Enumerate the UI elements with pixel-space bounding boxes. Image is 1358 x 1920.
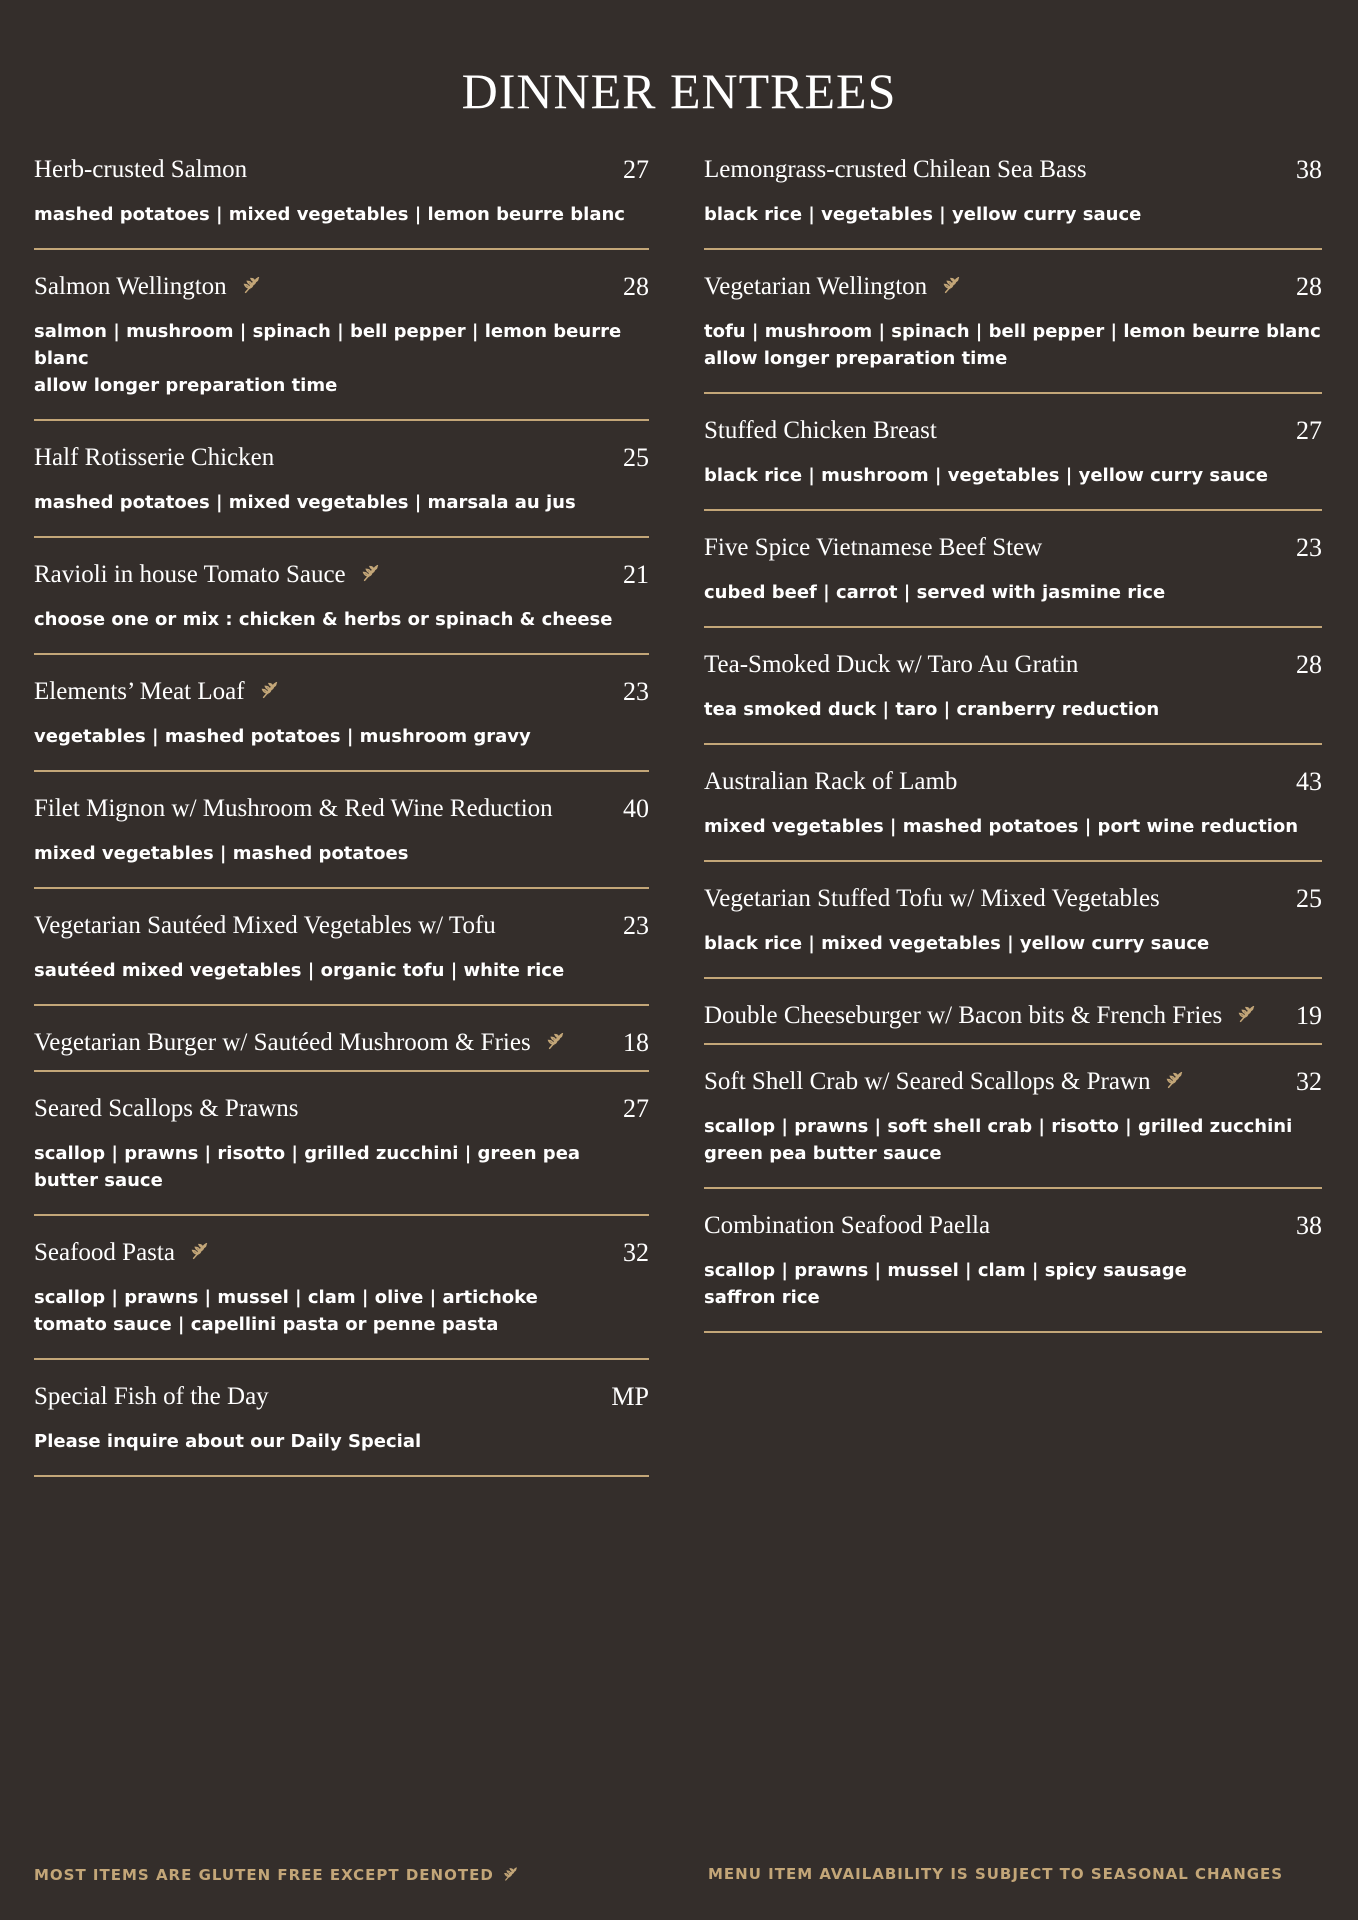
menu-item-description xyxy=(34,840,649,867)
menu-item-name-text: Soft Shell Crab w/ Seared Scallops & Prawn xyxy=(704,1068,1151,1095)
menu-item xyxy=(34,1228,649,1360)
wheat-icon xyxy=(1164,1069,1186,1091)
menu-item-name-text: Seared Scallops & Prawns xyxy=(34,1095,299,1122)
wheat-icon xyxy=(241,274,263,296)
menu-item-description-line: mixed vegetables | mashed potatoes xyxy=(34,843,409,864)
menu-item-description xyxy=(704,318,1322,372)
wheat-icon xyxy=(259,679,281,701)
menu-item-name xyxy=(704,650,1078,680)
gluten-free-note xyxy=(34,1865,520,1884)
menu-item xyxy=(34,901,649,1006)
right-menu-column xyxy=(704,145,1322,1345)
menu-item-name-text: Herb-crusted Salmon xyxy=(34,156,248,183)
menu-item-price: 38 xyxy=(1296,1211,1322,1240)
menu-item xyxy=(34,1372,649,1477)
menu-item-description-line: black rice | vegetables | yellow curry sauce xyxy=(704,204,1142,225)
menu-item xyxy=(34,1018,649,1072)
menu-item-price: 32 xyxy=(1296,1067,1322,1096)
menu-item-description xyxy=(34,489,649,516)
menu-item-description-line: saffron rice xyxy=(704,1287,820,1308)
menu-item-header xyxy=(34,1094,649,1124)
menu-item-header xyxy=(34,677,649,707)
menu-item-name xyxy=(704,155,1087,185)
menu-item-description xyxy=(34,1140,649,1194)
menu-item-price: 18 xyxy=(623,1028,649,1057)
menu-item-name-text: Vegetarian Stuffed Tofu w/ Mixed Vegetables xyxy=(704,885,1160,912)
menu-item-name-text: Lemongrass-crusted Chilean Sea Bass xyxy=(704,156,1087,183)
menu-item-header xyxy=(34,560,649,590)
menu-item-header xyxy=(704,1001,1322,1031)
menu-item-description xyxy=(704,201,1322,228)
menu-item-description-line: mashed potatoes | mixed vegetables | lemon beurre blanc xyxy=(34,204,625,225)
menu-item-price: MP xyxy=(611,1382,649,1411)
menu-item-price: 38 xyxy=(1296,155,1322,184)
menu-item-description xyxy=(704,462,1322,489)
menu-item-description-line: allow longer preparation time xyxy=(704,348,1008,369)
page-title: DINNER ENTREES xyxy=(461,63,897,119)
menu-item-description-line: salmon | mushroom | spinach | bell pepper | lemon beurre blanc xyxy=(34,321,622,369)
menu-item-name-text: Double Cheeseburger w/ Bacon bits & French Fries xyxy=(704,1002,1223,1029)
menu-item-description-line: black rice | mushroom | vegetables | yellow curry sauce xyxy=(704,465,1268,486)
menu-item-header xyxy=(34,272,649,302)
menu-item-price: 23 xyxy=(1296,533,1322,562)
menu-item-price: 28 xyxy=(1296,650,1322,679)
menu-item-name xyxy=(34,1382,269,1412)
menu-item-name xyxy=(34,155,247,185)
menu-item-description-line: vegetables | mashed potatoes | mushroom gravy xyxy=(34,726,531,747)
menu-item-price: 43 xyxy=(1296,767,1322,796)
menu-item-price: 28 xyxy=(1296,272,1322,301)
menu-item-description xyxy=(34,723,649,750)
menu-item-name xyxy=(34,272,263,302)
menu-item-price: 40 xyxy=(623,794,649,823)
menu-item xyxy=(34,1084,649,1216)
menu-item-name xyxy=(34,1238,211,1268)
menu-item-name xyxy=(34,911,496,941)
menu-item xyxy=(704,145,1322,250)
menu-item-name-text: Half Rotisserie Chicken xyxy=(34,444,275,471)
menu-item-price: 23 xyxy=(623,911,649,940)
menu-item-description-line: black rice | mixed vegetables | yellow curry sauce xyxy=(704,933,1210,954)
menu-item-price: 25 xyxy=(623,443,649,472)
menu-item xyxy=(704,757,1322,862)
menu-item-description xyxy=(704,1113,1322,1167)
menu-item-name-text: Combination Seafood Paella xyxy=(704,1212,991,1239)
menu-item-price: 27 xyxy=(1296,416,1322,445)
menu-item-price: 28 xyxy=(623,272,649,301)
menu-item-header xyxy=(34,1238,649,1268)
menu-item-header xyxy=(704,650,1322,680)
wheat-icon xyxy=(502,1865,520,1883)
menu-item-price: 27 xyxy=(623,1094,649,1123)
menu-item-name xyxy=(704,767,957,797)
menu-item-description xyxy=(34,1284,649,1338)
menu-item-header xyxy=(34,794,649,824)
menu-item-description xyxy=(34,318,649,399)
menu-item-description-line: tofu | mushroom | spinach | bell pepper | lemon beurre blanc xyxy=(704,321,1321,342)
menu-item xyxy=(704,1201,1322,1333)
menu-item-description-line: mashed potatoes | mixed vegetables | marsala au jus xyxy=(34,492,576,513)
menu-item xyxy=(34,262,649,421)
wheat-icon xyxy=(1236,1003,1258,1025)
menu-item-name xyxy=(704,416,937,446)
menu-item-name-text: Vegetarian Sautéed Mixed Vegetables w/ Tofu xyxy=(34,912,496,939)
wheat-icon xyxy=(941,274,963,296)
menu-item-name-text: Filet Mignon w/ Mushroom & Red Wine Reduction xyxy=(34,795,553,822)
menu-item-header xyxy=(704,416,1322,446)
menu-item-description xyxy=(704,813,1322,840)
menu-item-header xyxy=(704,1211,1322,1241)
menu-item-header xyxy=(34,1028,649,1058)
menu-item-name xyxy=(34,443,274,473)
menu-item-name-text: Tea-Smoked Duck w/ Taro Au Gratin xyxy=(704,651,1079,678)
wheat-icon xyxy=(360,562,382,584)
menu-item-header xyxy=(34,443,649,473)
menu-item xyxy=(34,550,649,655)
menu-item-header xyxy=(34,1382,649,1412)
menu-item xyxy=(704,640,1322,745)
menu-item-description-line: allow longer preparation time xyxy=(34,375,338,396)
menu-item-price: 21 xyxy=(623,560,649,589)
wheat-icon xyxy=(545,1030,567,1052)
menu-item-header xyxy=(704,272,1322,302)
menu-item xyxy=(704,1057,1322,1189)
menu-item-header xyxy=(704,1067,1322,1097)
menu-item-name xyxy=(704,884,1160,914)
menu-item-header xyxy=(34,911,649,941)
menu-item-name xyxy=(704,1211,990,1241)
menu-item-description xyxy=(34,606,649,633)
menu-item xyxy=(704,262,1322,394)
menu-item-price: 32 xyxy=(623,1238,649,1267)
menu-item-description xyxy=(34,957,649,984)
menu-item-header xyxy=(34,155,649,185)
menu-item-name xyxy=(704,272,963,302)
menu-item-description-line: tea smoked duck | taro | cranberry reduction xyxy=(704,699,1160,720)
menu-item-description-line: scallop | prawns | risotto | grilled zucchini | green pea butter sauce xyxy=(34,1143,581,1191)
menu-item-description-line: choose one or mix : chicken & herbs or spinach & cheese xyxy=(34,609,613,630)
menu-item-description-line: scallop | prawns | mussel | clam | olive | artichoke xyxy=(34,1287,538,1308)
menu-item-name-text: Special Fish of the Day xyxy=(34,1383,269,1410)
menu-item-description xyxy=(34,1428,649,1455)
menu-item-description xyxy=(704,696,1322,723)
menu-item-price: 19 xyxy=(1296,1001,1322,1030)
menu-item-name-text: Seafood Pasta xyxy=(34,1239,175,1266)
menu-item-price: 25 xyxy=(1296,884,1322,913)
menu-item xyxy=(34,433,649,538)
menu-item xyxy=(704,406,1322,511)
menu-item-description-line: mixed vegetables | mashed potatoes | port wine reduction xyxy=(704,816,1299,837)
left-menu-column xyxy=(34,145,649,1489)
menu-item-name-text: Five Spice Vietnamese Beef Stew xyxy=(704,534,1043,561)
menu-item-name xyxy=(704,533,1042,563)
menu-item-description-line: scallop | prawns | soft shell crab | risotto | grilled zucchini xyxy=(704,1116,1293,1137)
menu-item-header xyxy=(704,155,1322,185)
menu-item-description xyxy=(704,1257,1322,1311)
menu-item-name xyxy=(34,1094,299,1124)
menu-item-description-line: Please inquire about our Daily Special xyxy=(34,1431,422,1452)
menu-item-price: 27 xyxy=(623,155,649,184)
menu-item-description xyxy=(34,201,649,228)
menu-item-description-line: green pea butter sauce xyxy=(704,1143,942,1164)
menu-item xyxy=(704,991,1322,1045)
menu-item-description-line: cubed beef | carrot | served with jasmine rice xyxy=(704,582,1166,603)
menu-item-name xyxy=(34,677,281,707)
menu-item-name-text: Salmon Wellington xyxy=(34,273,227,300)
menu-item-name-text: Vegetarian Burger w/ Sautéed Mushroom & Fries xyxy=(34,1029,531,1056)
menu-item xyxy=(34,145,649,250)
gluten-free-note-text: MOST ITEMS ARE GLUTEN FREE EXCEPT DENOTED xyxy=(34,1866,494,1884)
menu-item xyxy=(704,523,1322,628)
menu-item-name-text: Ravioli in house Tomato Sauce xyxy=(34,561,346,588)
menu-item-price: 23 xyxy=(623,677,649,706)
seasonal-availability-note: MENU ITEM AVAILABILITY IS SUBJECT TO SEASONAL CHANGES xyxy=(708,1865,1284,1883)
menu-item-name xyxy=(704,1001,1258,1031)
menu-item-name xyxy=(34,1028,567,1058)
menu-item-description-line: sautéed mixed vegetables | organic tofu | white rice xyxy=(34,960,565,981)
menu-item-name-text: Vegetarian Wellington xyxy=(704,273,928,300)
menu-item xyxy=(704,874,1322,979)
menu-item-description-line: tomato sauce | capellini pasta or penne pasta xyxy=(34,1314,499,1335)
menu-item-name xyxy=(34,560,382,590)
menu-item-description xyxy=(704,579,1322,606)
menu-item-name xyxy=(34,794,553,824)
menu-item-name-text: Stuffed Chicken Breast xyxy=(704,417,937,444)
menu-item-name xyxy=(704,1067,1186,1097)
menu-item-name-text: Australian Rack of Lamb xyxy=(704,768,958,795)
menu-item-description-line: scallop | prawns | mussel | clam | spicy sausage xyxy=(704,1260,1187,1281)
menu-item-description xyxy=(704,930,1322,957)
menu-item-header xyxy=(704,533,1322,563)
menu-item-header xyxy=(704,767,1322,797)
menu-item-header xyxy=(704,884,1322,914)
menu-item-name-text: Elements’ Meat Loaf xyxy=(34,678,245,705)
menu-item xyxy=(34,667,649,772)
wheat-icon xyxy=(189,1240,211,1262)
menu-item xyxy=(34,784,649,889)
